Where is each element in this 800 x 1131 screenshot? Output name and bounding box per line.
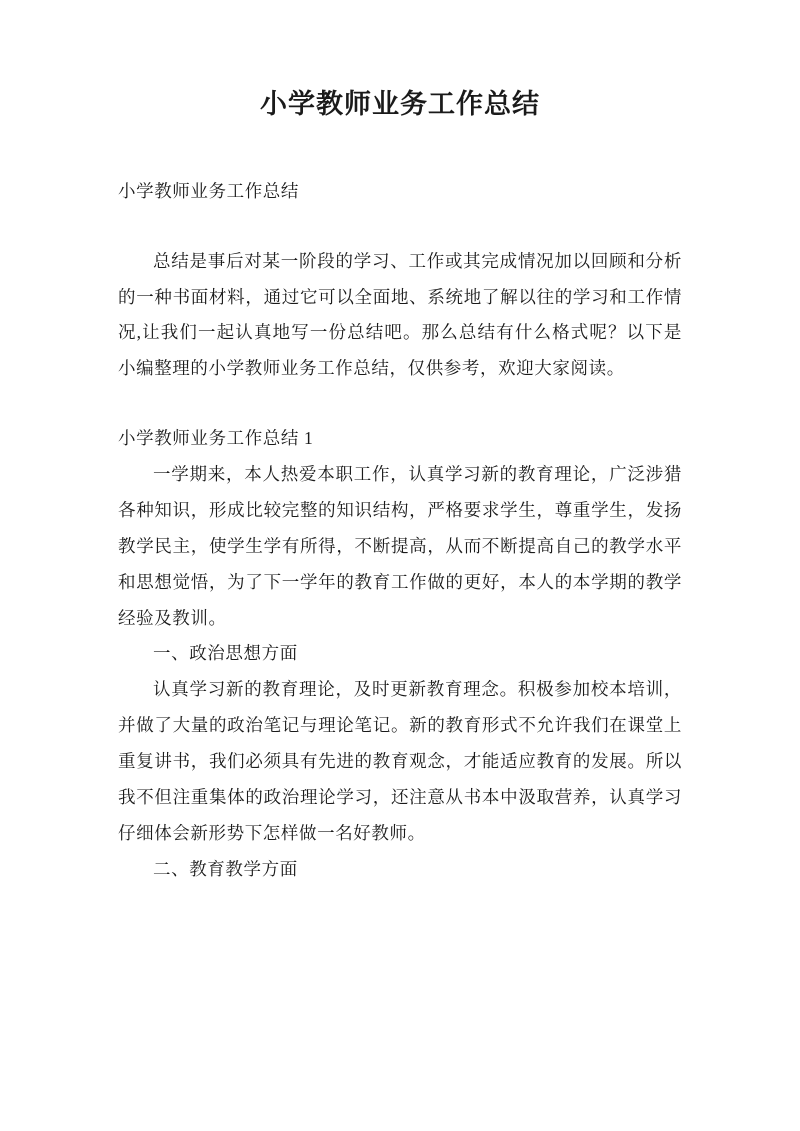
- page-title: 小学教师业务工作总结: [260, 89, 540, 119]
- subheading-political-thought: 一、政治思想方面: [153, 643, 298, 664]
- spacer: [118, 210, 682, 244]
- paragraph-intro: 总结是事后对某一阶段的学习、工作或其完成情况加以回顾和分析的一种书面材料，通过它可以全面地、系统地了解以往的学习和工作情况,让我们一起认真地写一份总结吧。那么总结有什么格式呢？以下是小编整理的小学教师业务工作总结，仅供参考，欢迎大家阅读。: [118, 250, 682, 379]
- paragraph-heading-repeat: 小学教师业务工作总结: [118, 180, 299, 201]
- section-title-1: 小学教师业务工作总结 1: [118, 428, 314, 449]
- spacer: [118, 387, 682, 421]
- subheading-education-teaching: 二、教育教学方面: [153, 858, 298, 879]
- paragraph-body-1: 一学期来，本人热爱本职工作，认真学习新的教育理论，广泛涉猎各种知识，形成比较完整的知识结构，严格要求学生，尊重学生，发扬教学民主，使学生学有所得，不断提高，从而不断提高自己的教学水平和思想觉悟，为了下一学年的教育工作做的更好，本人的本学期的教学经验及教训。: [118, 464, 682, 628]
- paragraph-body-2: 认真学习新的教育理论，及时更新教育理念。积极参加校本培训，并做了大量的政治笔记与理论笔记。新的教育形式不允许我们在课堂上重复讲书，我们必须具有先进的教育观念，才能适应教育的发展。所以我不但注重集体的政治理论学习，还注意从书本中汲取营养，认真学习仔细体会新形势下怎样做一名好教师。: [118, 679, 682, 843]
